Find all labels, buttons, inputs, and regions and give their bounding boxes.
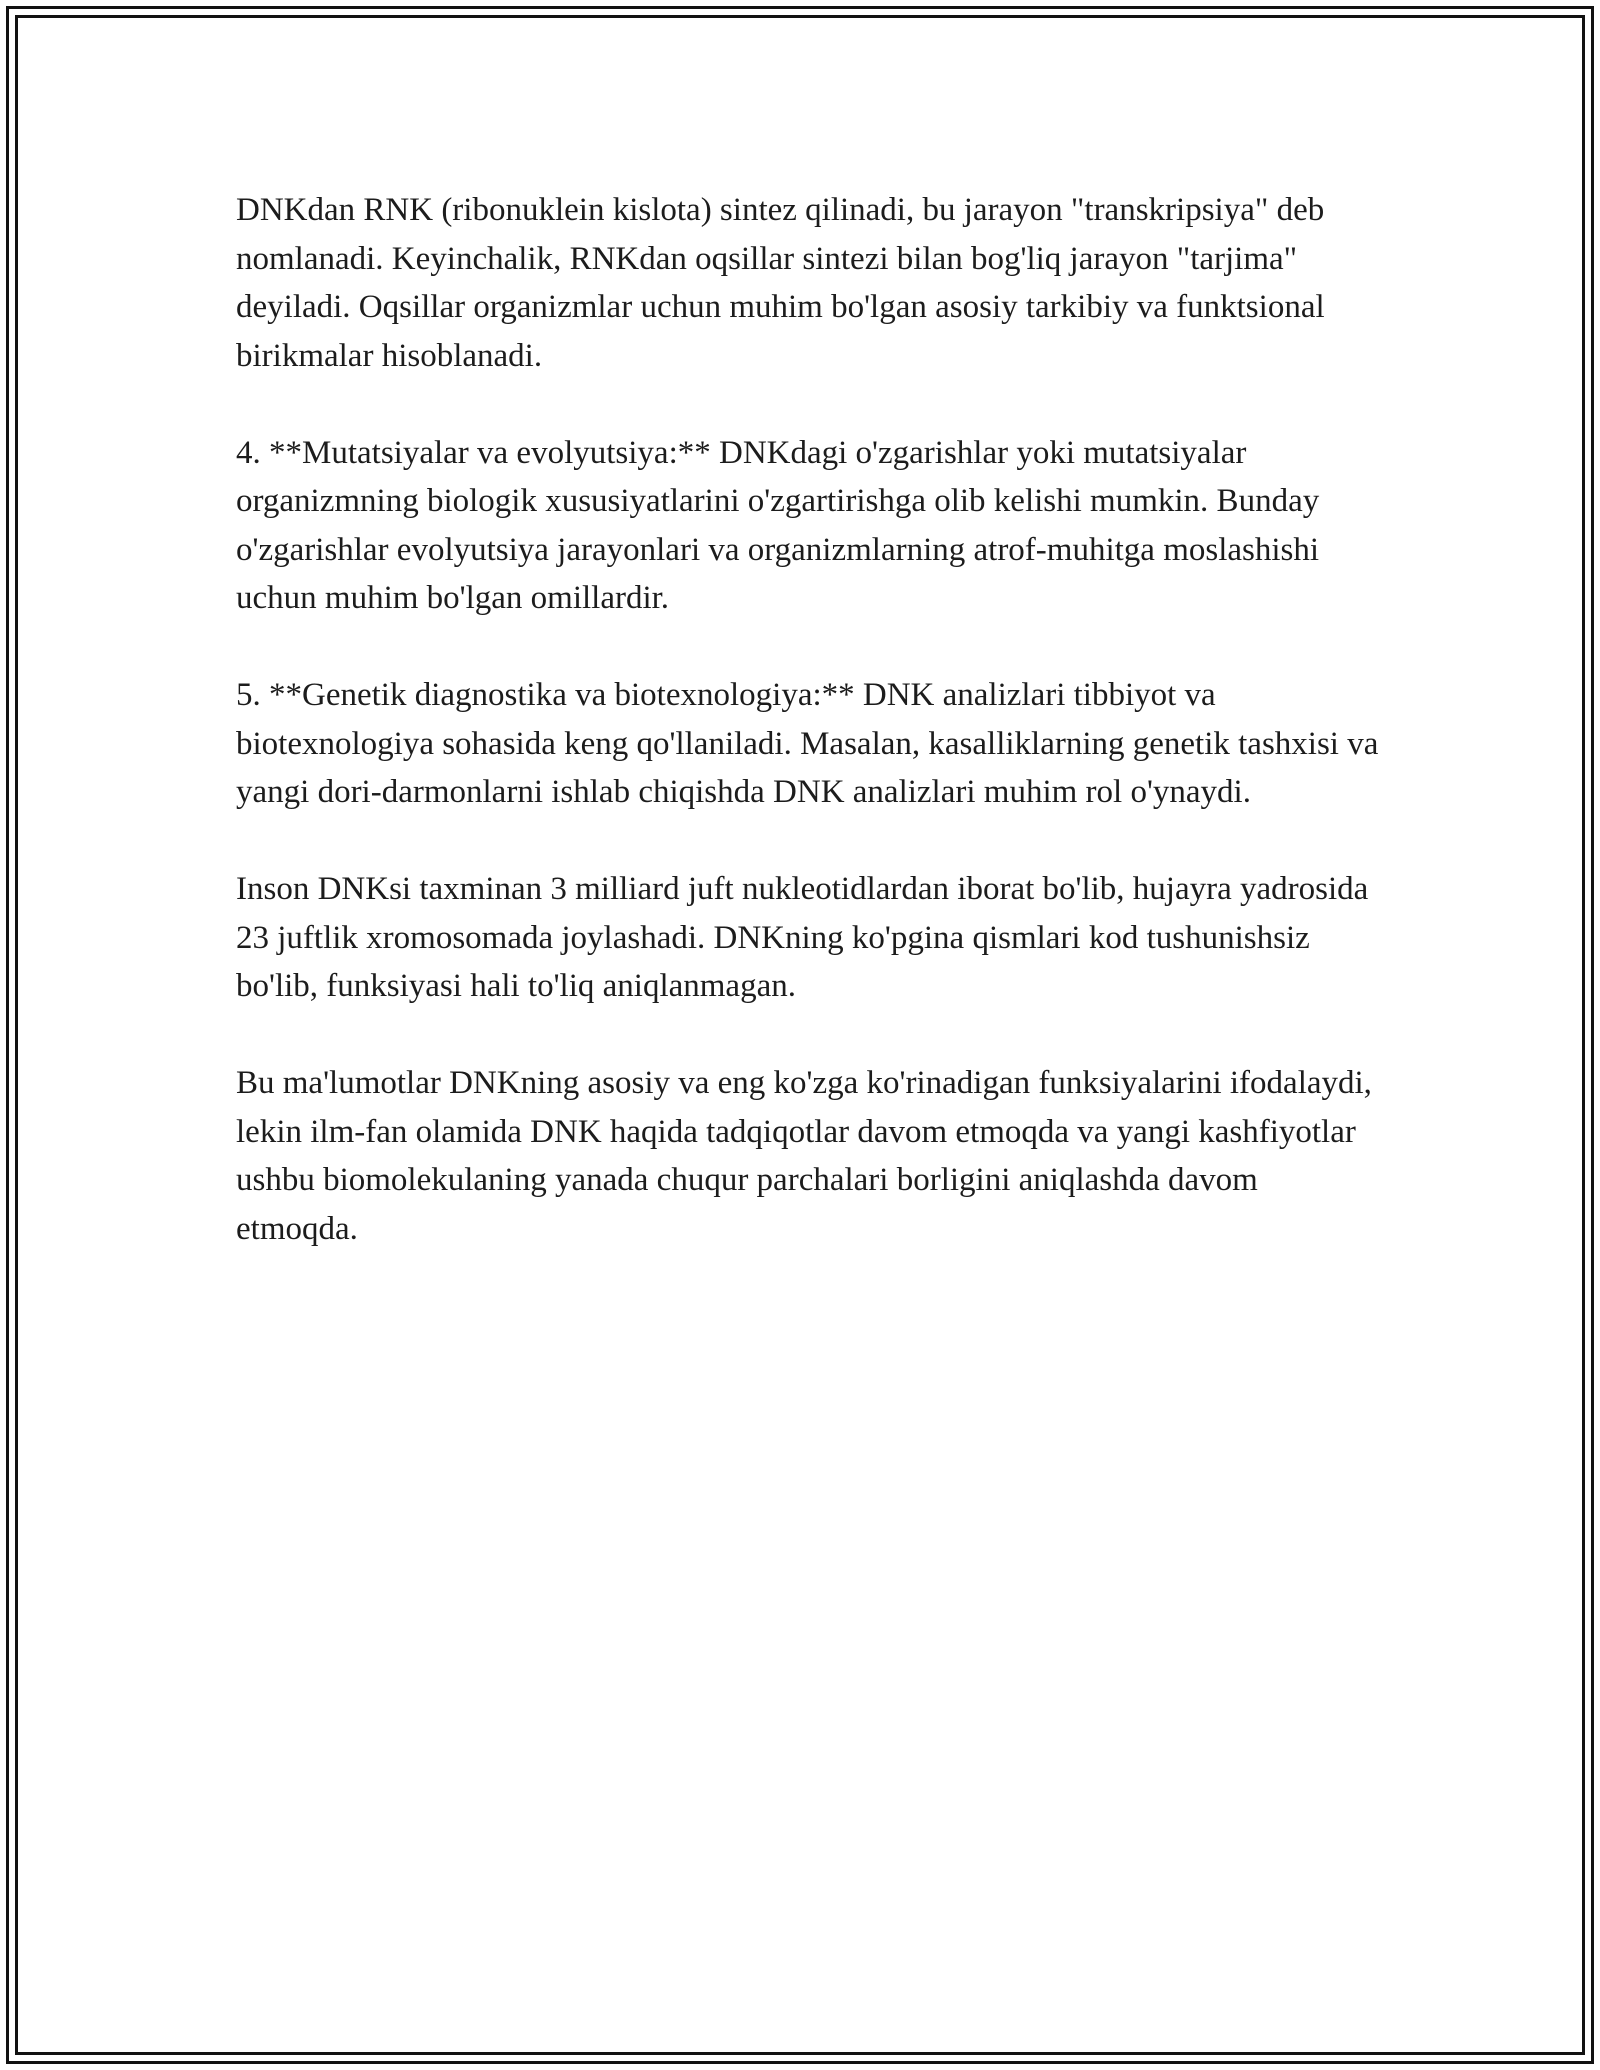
paragraph-mutations: 4. **Mutatsiyalar va evolyutsiya:** DNKdagi o'zgarishlar yoki mutatsiyalar organizmning biologik xususiyatlarini o'zgartirishga olib kelishi mumkin. Bunday o'zgarishlar evolyutsiya jarayonlari va organizmlarning atrof-muhitga moslashishi uchun muhim bo'lgan omillardir. <box>236 434 1320 616</box>
document-body <box>236 186 1386 1253</box>
paragraph-conclusion: Bu ma'lumotlar DNKning asosiy va eng ko'zga ko'rinadigan funksiyalarini ifodalaydi, lekin ilm-fan olamida DNK haqida tadqiqotlar davom etmoqda va yangi kashfiyotlar ushbu biomolekulaning yanada chuqur parchalari borligini aniqlashda davom etmoqda. <box>236 1065 1372 1247</box>
paragraph-human-dna: Inson DNKsi taxminan 3 milliard juft nukleotidlardan iborat bo'lib, hujayra yadrosida 23 juftlik xromosomada joylashadi. DNKning ko'pgina qismlari kod tushunishsiz bo'lib, funksiyasi hali to'liq aniqlanmagan. <box>236 871 1369 1004</box>
paragraph-genetic-diagnostics: 5. **Genetik diagnostika va biotexnologiya:** DNK analizlari tibbiyot va biotexnologiya sohasida keng qo'llaniladi. Masalan, kasalliklarning genetik tashxisi va yangi dori-darmonlarni ishlab chiqishda DNK analizlari muhim rol o'ynaydi. <box>236 677 1379 810</box>
paragraph-transcription: DNKdan RNK (ribonuklein kislota) sintez qilinadi, bu jarayon "transkripsiya" deb nomlanadi. Keyinchalik, RNKdan oqsillar sintezi bilan bog'liq jarayon "tarjima" deyiladi. Oqsillar organizmlar uchun muhim bo'lgan asosiy tarkibiy va funktsional birikmalar hisoblanadi. <box>236 192 1325 374</box>
